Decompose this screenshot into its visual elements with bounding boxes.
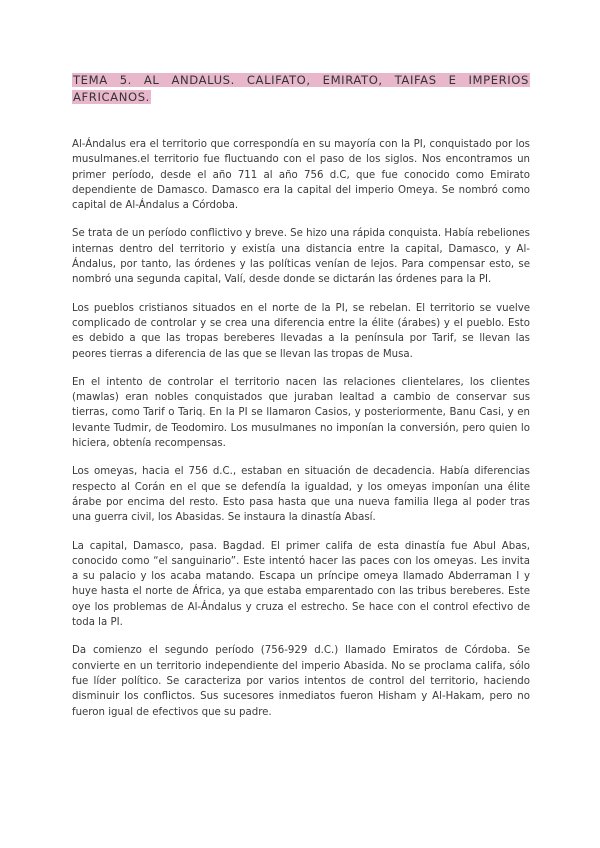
paragraph: Los pueblos cristianos situados en el norte de la PI, se rebelan. El territorio se vuelve complicado de controlar y se crea una diferencia entre la élite (árabes) y el pueblo. Esto es debido a que las tropas bereberes llevadas a la península por Tarif, se llevan las peores tierras a diferencia de las que se llevan las tropas de Musa. [72,302,530,360]
paragraph: La capital, Damasco, pasa. Bagdad. El primer califa de esta dinastía fue Abul Abas, conocido como “el sanguinario”. Este intentó hacer las paces con los omeyas. Les invita a su palacio y los acaba matando. Escapa un príncipe omeya llamado Abderraman I y huye hasta el norte de África, ya que estaba emparentado con las tribus bereberes. Este oye los problemas de Al-Ándalus y cruza el estrecho. Se hace con el control efectivo de toda la PI. [72,540,530,629]
document-body [72,137,530,733]
paragraph: En el intento de controlar el territorio nacen las relaciones clientelares, los clientes (mawlas) eran nobles conquistados que juraban lealtad a cambio de conservar sus tierras, como Tarif o Tariq. En la PI se llamaron Casios, y posteriormente, Banu Casi, y en levante Tudmir, de Teodomiro. Los musulmanes no imponían la conversión, pero quien lo hiciera, obtenía recompensas. [72,376,530,450]
paragraph: Da comienzo el segundo período (756-929 d.C.) llamado Emiratos de Córdoba. Se convierte en un territorio independiente del imperio Abasida. No se proclama califa, sólo fue líder político. Se caracteriza por varios intentos de control del territorio, haciendo disminuir los conflictos. Sus sucesores inmediatos fueron Hisham y Al-Hakam, pero no fueron igual de efectivos que su padre. [72,645,530,718]
paragraph: Se trata de un período conflictivo y breve. Se hizo una rápida conquista. Había rebeliones internas dentro del territorio y existía una distancia entre la capital, Damasco, y Al-Ándalus, por tanto, las órdenes y las políticas venían de lejos. Para compensar esto, se nombró una segunda capital, Valí, desde donde se dictarán las órdenes para la PI. [72,228,530,286]
document-title [72,72,530,106]
paragraph: Los omeyas, hacia el 756 d.C., estaban en situación de decadencia. Había diferencias respecto al Corán en el que se defendía la igualdad, y los omeyas imponían una élite árabe por encima del resto. Esto pasa hasta que una nueva familia llega al poder tras una guerra civil, los Abasidas. Se instaura la dinastía Abasí. [72,466,530,524]
title-highlight: TEMA 5. AL ANDALUS. CALIFATO, EMIRATO, TAIFAS E IMPERIOS AFRICANOS. [73,73,529,104]
paragraph: Al-Ándalus era el territorio que correspondía en su mayoría con la PI, conquistado por los musulmanes.el territorio fue fluctuando con el paso de los siglos. Nos encontramos un primer período, desde el año 711 al año 756 d.C, que fue conocido como Emirato dependiente de Damasco. Damasco era la capital del imperio Omeya. Se nombró como capital de Al-Ándalus a Córdoba. [72,139,530,212]
